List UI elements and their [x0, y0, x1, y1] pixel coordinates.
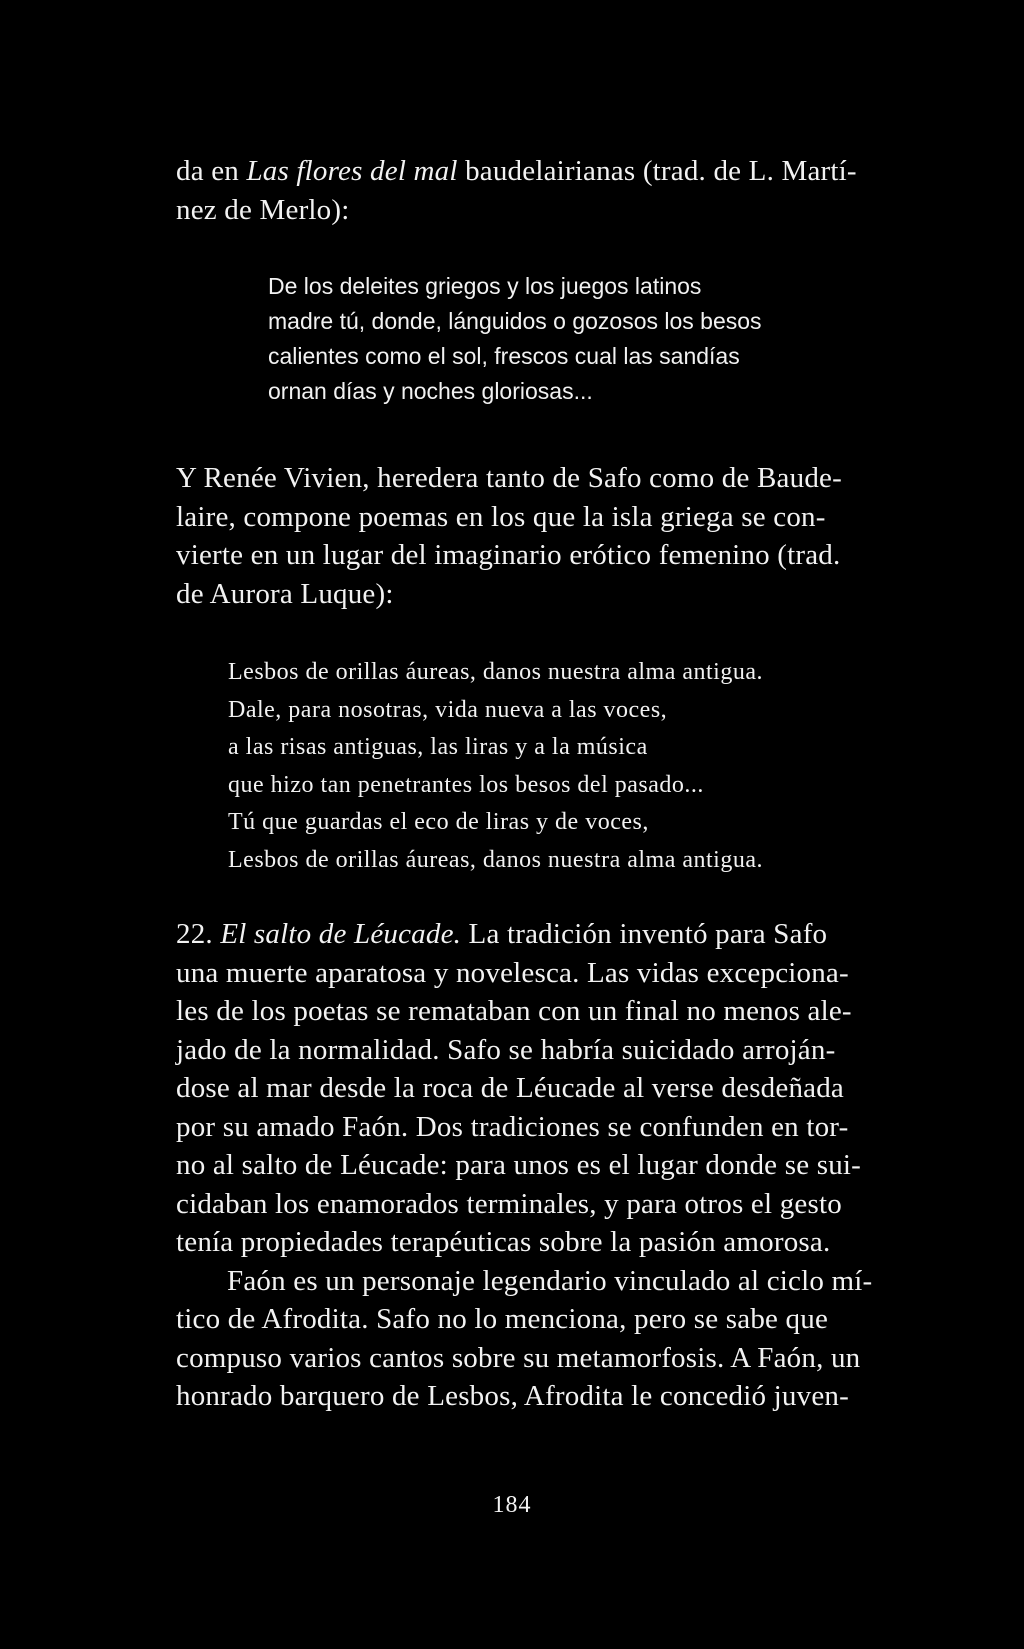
- text-line: [176, 152, 954, 191]
- text-line: honrado barquero de Lesbos, Afrodita le concedió juven-: [176, 1380, 849, 1412]
- text-line: no al salto de Léucade: para unos es el lugar donde se sui-: [176, 1149, 862, 1181]
- page-number: 184: [492, 1492, 532, 1518]
- text-line: tico de Afrodita. Safo no lo menciona, pero se sabe que: [176, 1303, 829, 1335]
- book-title: Las flores del mal: [246, 155, 458, 187]
- text-line: dose al mar desde la roca de Léucade al verse desdeñada: [176, 1072, 844, 1104]
- text-line: nez de Merlo):: [176, 193, 350, 226]
- text-line: por su amado Faón. Dos tradiciones se confunden en tor-: [176, 1110, 849, 1143]
- text-line: Faón es un personaje legendario vinculado al ciclo mí-: [227, 1264, 873, 1297]
- note-number: 22.: [176, 918, 213, 950]
- verse-line: a las risas antiguas, las liras y a la música: [228, 734, 648, 760]
- text-line: una muerte aparatosa y novelesca. Las vidas excepciona-: [176, 956, 849, 989]
- verse-line: Lesbos de orillas áureas, danos nuestra alma antigua.: [228, 659, 763, 685]
- paragraph-intro: [176, 152, 954, 229]
- paragraph-renee-vivien: [176, 459, 954, 613]
- verse-line: calientes como el sol, frescos cual las sandías: [268, 343, 740, 369]
- text-line: jado de la normalidad. Safo se habría suicidado arroján-: [176, 1033, 836, 1066]
- verse-quote-baudelaire: [268, 269, 762, 409]
- verse-line: que hizo tan penetrantes los besos del pasado...: [228, 771, 704, 798]
- text-line: laire, compone poemas en los que la isla griega se con-: [176, 500, 826, 533]
- text-line: de Aurora Luque):: [176, 577, 394, 610]
- text-line: compuso varios cantos sobre su metamorfosis. A Faón, un: [176, 1341, 861, 1374]
- verse-line: ornan días y noches gloriosas...: [268, 378, 593, 404]
- verse-line: madre tú, donde, lánguidos o gozosos los besos: [268, 308, 762, 334]
- note-title: El salto de Léucade.: [220, 918, 462, 950]
- verse-line: Tú que guardas el eco de liras y de voces,: [228, 809, 649, 835]
- text-line: tenía propiedades terapéuticas sobre la pasión amorosa.: [176, 1226, 831, 1258]
- paragraph-note-22: [176, 915, 954, 1416]
- verse-quote-vivien: [228, 654, 763, 879]
- text-line: cidaban los enamorados terminales, y para otros el gesto: [176, 1187, 842, 1220]
- verse-line: Lesbos de orillas áureas, danos nuestra alma antigua.: [228, 846, 763, 873]
- verse-line: De los deleites griegos y los juegos latinos: [268, 273, 702, 299]
- text-line: Y Renée Vivien, heredera tanto de Safo como de Baude-: [176, 462, 842, 494]
- verse-line: Dale, para nosotras, vida nueva a las voces,: [228, 696, 668, 723]
- text-span: La tradición inventó para Safo: [461, 918, 828, 950]
- text-line: vierte en un lugar del imaginario erótico femenino (trad.: [176, 539, 841, 571]
- text-span: baudelairianas (trad. de L. Martí-: [457, 155, 857, 187]
- text-line: [176, 915, 954, 954]
- text-line: les de los poetas se remataban con un final no menos ale-: [176, 995, 852, 1027]
- text-span: da en: [176, 155, 247, 187]
